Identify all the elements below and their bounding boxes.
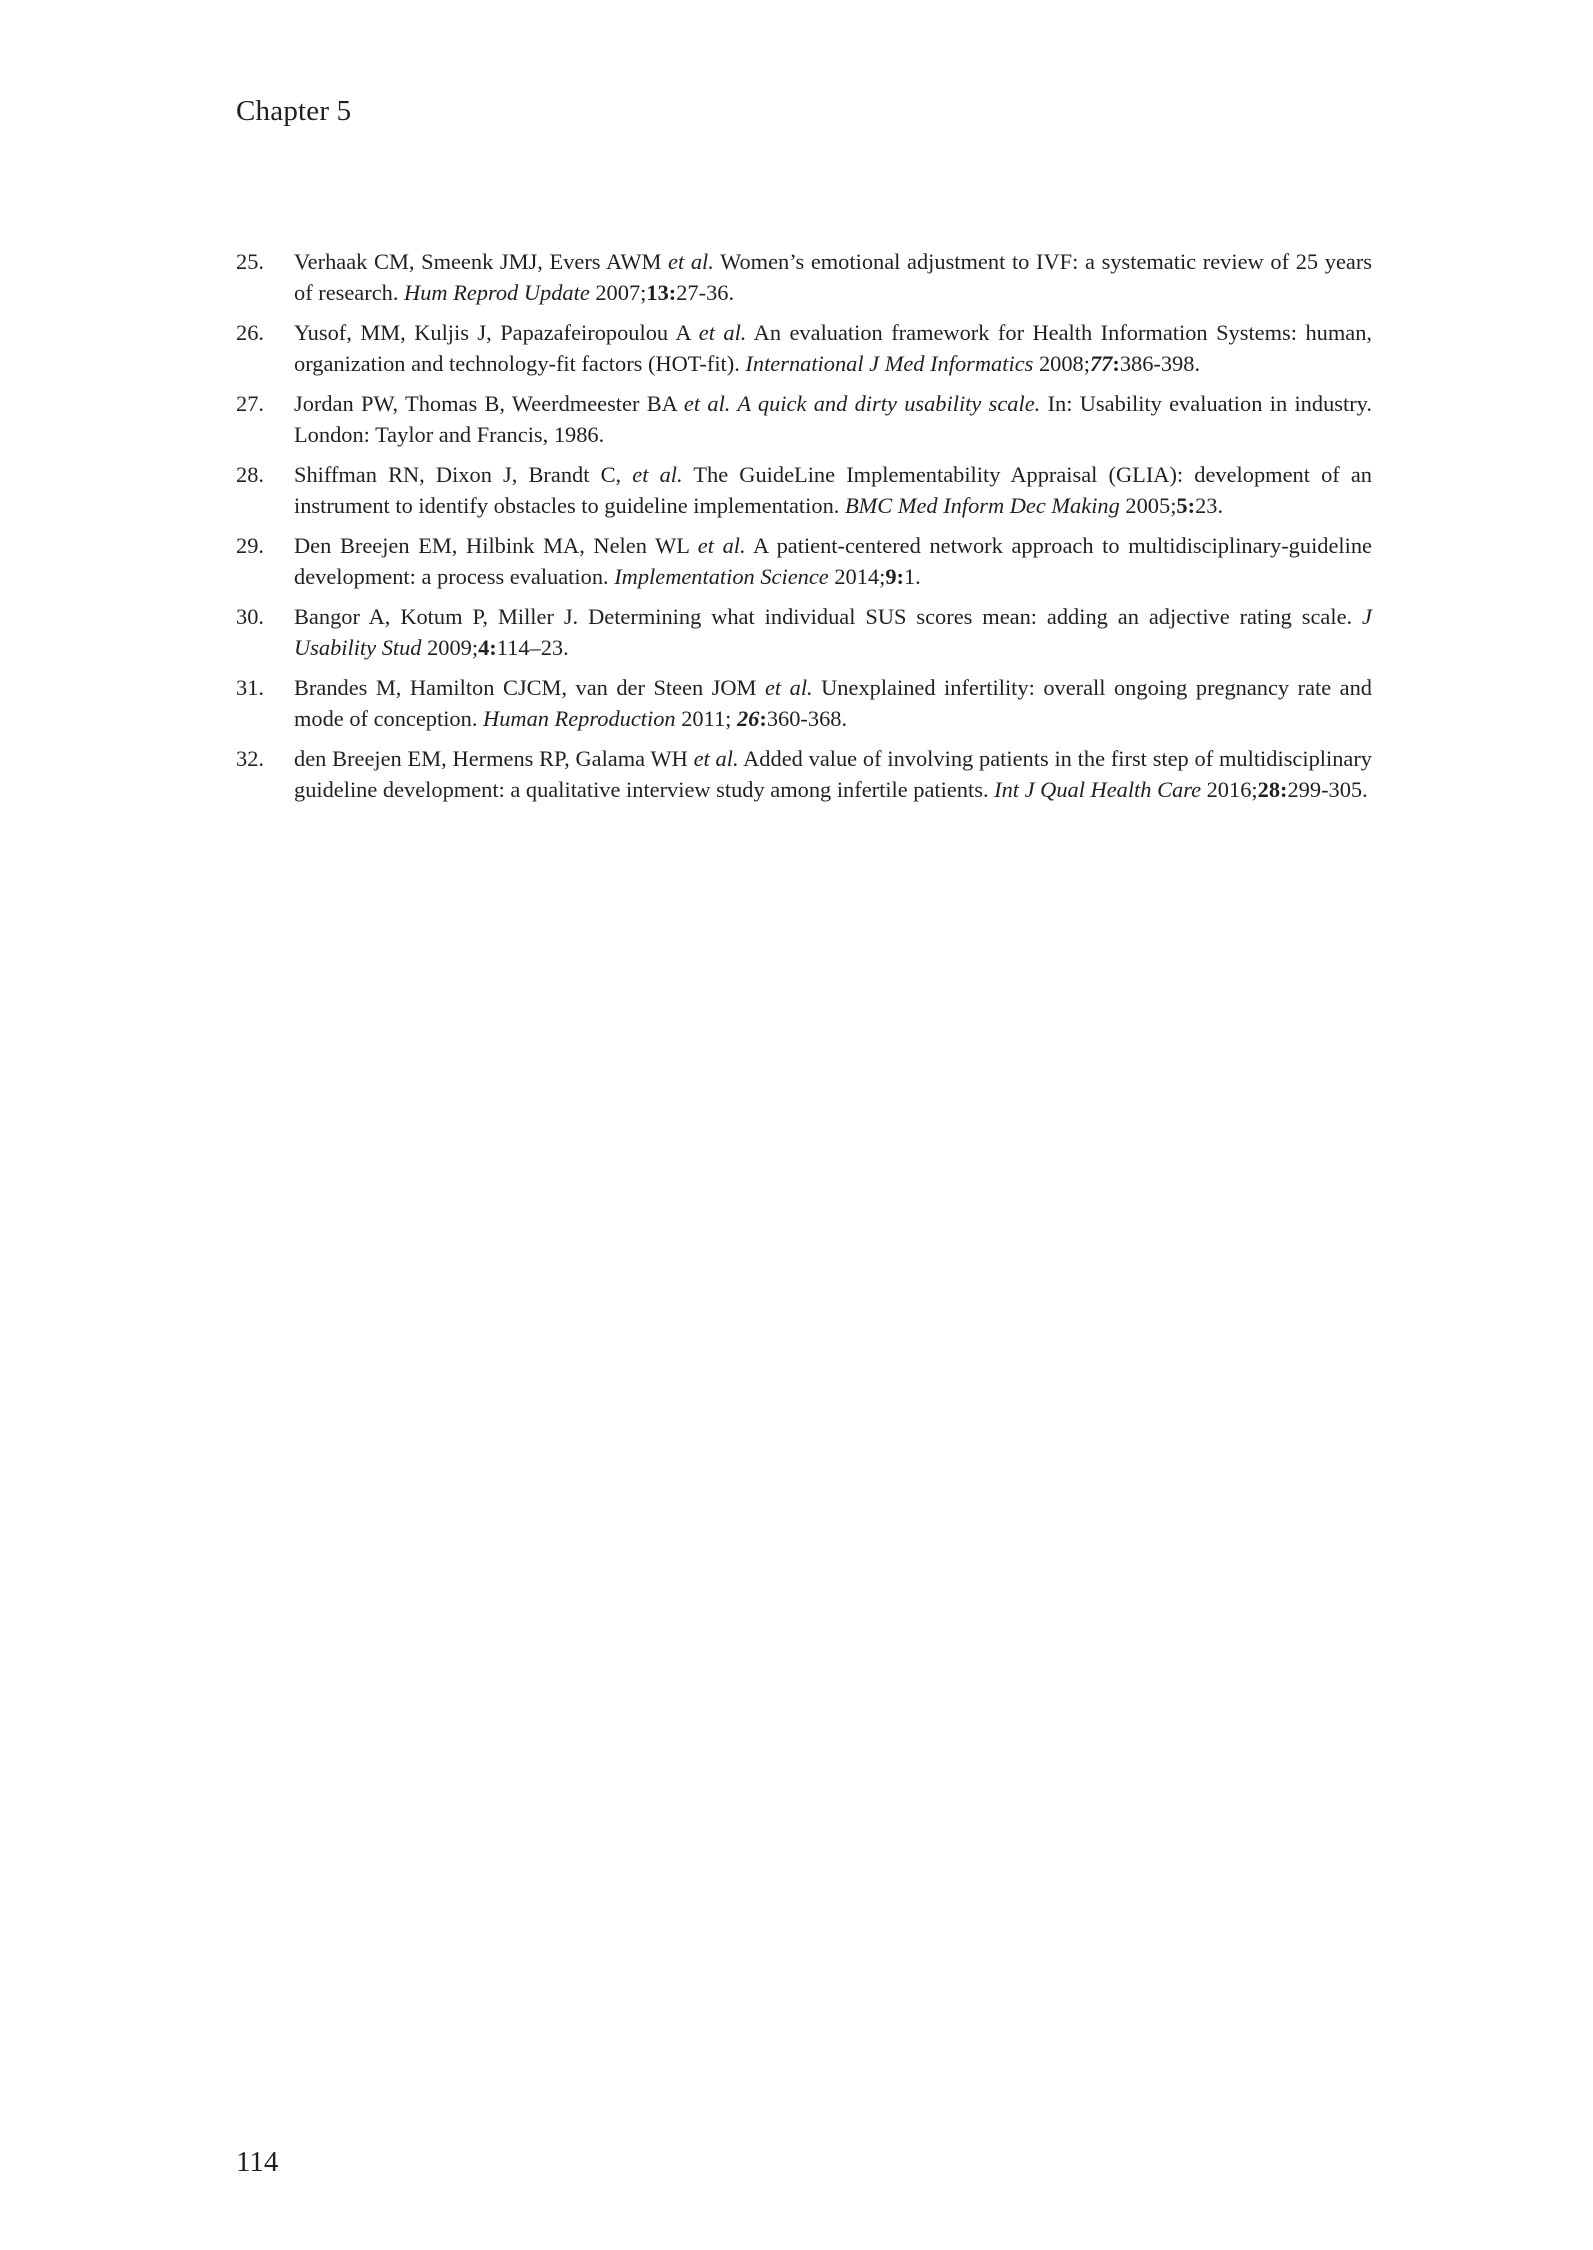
reference-text [294, 460, 1372, 521]
reference-item [236, 744, 1372, 805]
reference-segment: In: Usability evaluation in industry. London: Taylor and Francis, 1986. [294, 391, 1372, 447]
reference-segment: 1. [903, 563, 921, 589]
reference-segment: et al. [693, 746, 739, 771]
reference-segment: Int J Qual Health Care [994, 776, 1202, 802]
reference-segment: Human Reproduction [483, 705, 676, 731]
reference-segment: 13: [646, 279, 677, 305]
reference-segment: An evaluation framework for Health Information Systems: human, organization and technology-fit factors (HOT-fit). [294, 320, 1372, 376]
reference-text [294, 744, 1372, 805]
reference-segment: 5: [1176, 492, 1196, 518]
reference-item [236, 673, 1372, 734]
reference-item [236, 247, 1372, 308]
reference-segment: et al. [698, 320, 747, 345]
reference-segment: International J Med Informatics [745, 350, 1034, 376]
reference-segment: J Usability Stud [294, 604, 1372, 660]
reference-segment: Brandes M, Hamilton CJCM, van der Steen JOM [294, 675, 765, 700]
reference-segment: Added value of involving patients in the first step of multidisciplinary guideline development: a qualitative interview study among infertile patients. [294, 746, 1372, 802]
reference-segment: 23. [1195, 492, 1224, 518]
reference-segment: Den Breejen EM, Hilbink MA, Nelen WL [294, 533, 698, 558]
reference-segment: Women’s emotional adjustment to IVF: a systematic review of 25 years of research. [294, 249, 1372, 305]
reference-segment: Hum Reprod Update [404, 279, 590, 305]
reference-segment: Bangor A, Kotum P, Miller J. Determining what individual SUS scores mean: adding an adjective rating scale. [294, 604, 1363, 629]
reference-segment: 2011; [675, 705, 737, 731]
reference-segment: Verhaak CM, Smeenk JMJ, Evers AWM [294, 249, 669, 274]
reference-segment: et al. [668, 249, 714, 274]
reference-segment: Shiffman RN, Dixon J, Brandt C, [294, 462, 633, 487]
reference-segment: et al. [632, 462, 683, 487]
reference-number: 32. [236, 746, 264, 771]
reference-number: 31. [236, 675, 264, 700]
reference-segment: Implementation Science [614, 563, 829, 589]
reference-segment: 28: [1257, 776, 1288, 802]
reference-text [294, 673, 1372, 734]
reference-list [236, 247, 1372, 815]
reference-text [294, 318, 1372, 379]
reference-segment: 2009; [421, 634, 479, 660]
reference-item [236, 460, 1372, 521]
reference-segment: den Breejen EM, Hermens RP, Galama WH [294, 746, 694, 771]
reference-segment: et al. [764, 675, 813, 700]
reference-segment: 2007; [589, 279, 647, 305]
reference-segment: Yusof, MM, Kuljis J, Papazafeiropoulou A [294, 320, 699, 345]
reference-item [236, 531, 1372, 592]
reference-segment: 2005; [1119, 492, 1177, 518]
reference-text [294, 389, 1372, 450]
reference-item [236, 318, 1372, 379]
reference-segment: 114–23. [496, 634, 569, 660]
reference-segment: 2014; [828, 563, 886, 589]
reference-number: 27. [236, 391, 264, 416]
reference-number: 29. [236, 533, 264, 558]
reference-number: 26. [236, 320, 264, 345]
reference-segment: Jordan PW, Thomas B, Weerdmeester BA [294, 391, 684, 416]
reference-number: 28. [236, 462, 264, 487]
reference-segment: 2016; [1201, 776, 1258, 802]
reference-segment: BMC Med Inform Dec Making [844, 492, 1120, 518]
reference-segment: : [1112, 350, 1120, 376]
reference-item [236, 602, 1372, 663]
reference-segment: et al. [697, 533, 746, 558]
reference-segment: 299-305. [1287, 776, 1368, 802]
reference-segment: A patient-centered network approach to multidisciplinary-guideline development: a process evaluation. [294, 533, 1372, 589]
chapter-header: Chapter 5 [236, 95, 352, 127]
reference-segment: The GuideLine Implementability Appraisal (GLIA): development of an instrument to identify obstacles to guideline implementation. [294, 462, 1372, 518]
reference-segment: Unexplained infertility: overall ongoing pregnancy rate and mode of conception. [294, 675, 1372, 731]
reference-item [236, 389, 1372, 450]
reference-text [294, 602, 1372, 663]
reference-segment: 4: [478, 634, 497, 660]
reference-segment: 360-368. [766, 705, 848, 731]
reference-segment: 77 [1089, 350, 1113, 376]
reference-number: 30. [236, 604, 264, 629]
reference-segment: 386-398. [1119, 350, 1201, 376]
reference-segment: 27-36. [676, 279, 735, 305]
reference-segment: : [759, 705, 767, 731]
reference-text [294, 531, 1372, 592]
reference-segment: 2008; [1033, 350, 1090, 376]
reference-segment: 9: [885, 563, 904, 589]
reference-text [294, 247, 1372, 308]
reference-segment: et al. A quick and dirty usability scale. [683, 391, 1041, 416]
reference-number: 25. [236, 249, 264, 274]
reference-segment: 26 [736, 705, 760, 731]
page-number: 114 [236, 2146, 279, 2178]
